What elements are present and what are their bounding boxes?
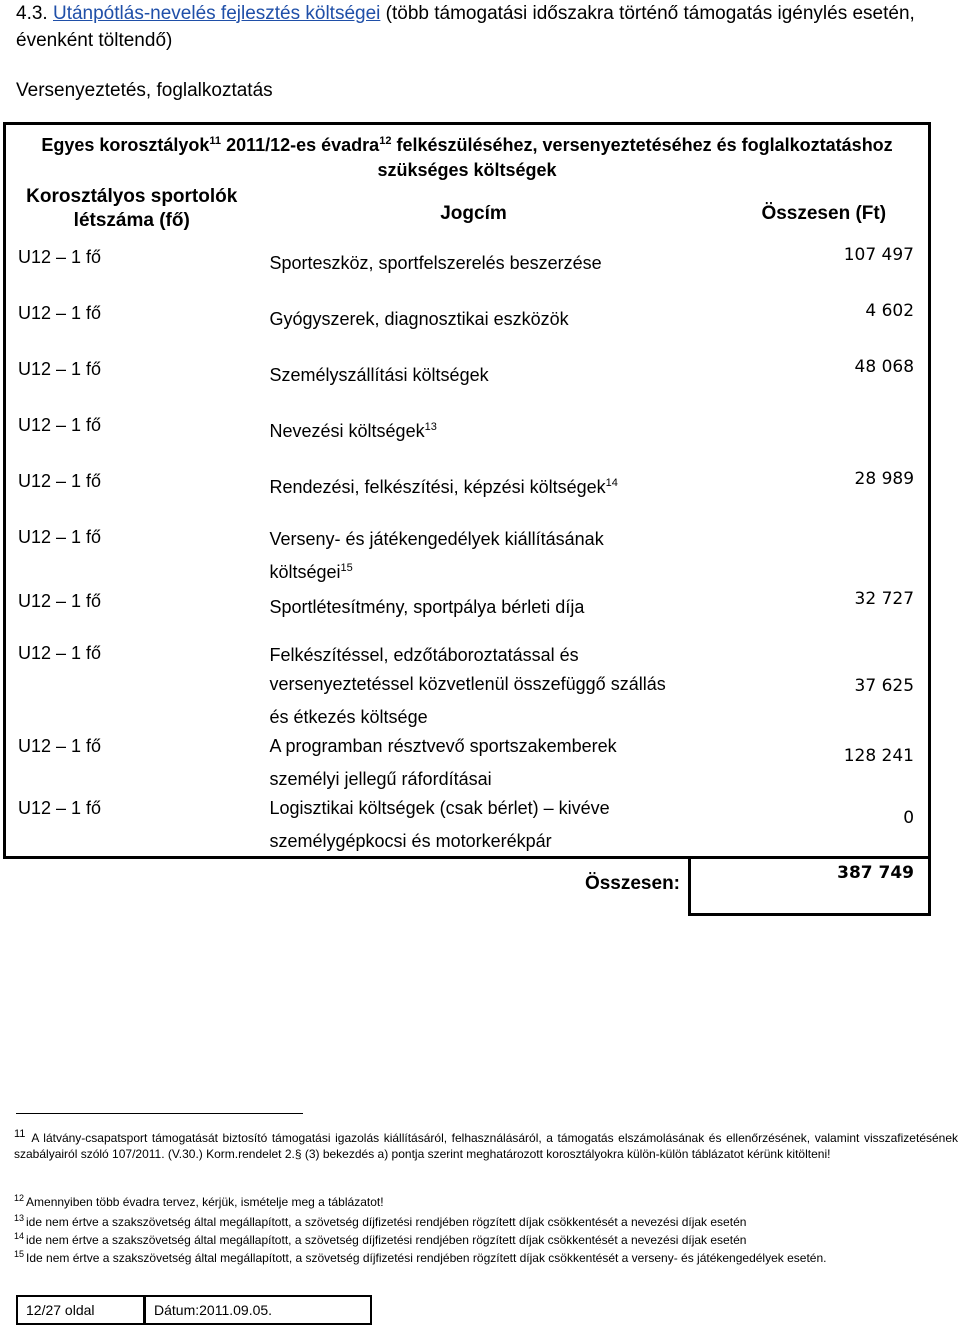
section-note: (több támogatási időszakra történő támogatás igénylés esetén, évenként töltendő) [16,3,915,51]
row-total: 28 989 [690,467,930,523]
row-total: 48 068 [690,355,930,411]
row-age: U12 – 1 fő [5,587,258,639]
table-title: Egyes korosztályok$^{11}$ 2011/12-es évadra$^{12}$ felkészüléséhez, versenyeztetéséhez és foglalkoztatáshoz szükséges költségek [5,124,930,186]
row-item: Rendezési, felkészítési, képzési költségek$^{14}$ [269,477,618,497]
sum-row [5,858,930,915]
sum-label: Összesen: [584,873,680,894]
row-item: Gyógyszerek, diagnosztikai eszközök [269,309,569,329]
row-total: 32 727 [690,587,930,639]
table-row [5,639,930,732]
footnote-11: 11 A látvány-csapatsport támogatását biztosító támogatási igazolás kiállításáról, felhasználásáról, a támogatás elszámolásának és ellenőrzésének, valamint visszafizetésének szabályairól szóló 107/2011. (V.30.) Korm.rendelet 2.§ (3) bekezdés a) pontja szerint meghatározott korosztályokra külön-külön táblázatot kérünk kitölteni! [14,1128,959,1161]
table-row [5,732,930,794]
page-number: 12/27 oldal [16,1295,145,1325]
sum-value: 387 749 [690,858,930,915]
table-row [5,355,930,411]
row-age: U12 – 1 fő [5,467,258,523]
row-age: U12 – 1 fő [5,732,258,794]
column-header-age: Korosztályos sportolók létszáma (fő) [5,185,258,243]
section-number: 4.3. [16,3,48,24]
row-total: 37 625 [690,639,930,732]
table-row [5,587,930,639]
footnote-13: $^{13}$ ide nem értve a szakszövetség által megállapított, a szövetség díjfizetési rendjében rögzített díjak csökkentését a nevezési díjak esetén [14,1213,747,1229]
row-item: A programban résztvevő sportszakemberek személyi jellegű ráfordításai [269,736,617,789]
row-item: Verseny- és játékengedélyek kiállításának költségei$^{15}$ [269,529,604,582]
section-heading [16,0,960,54]
row-item: Felkészítéssel, edzőtáboroztatással és versenyeztetéssel közvetlenül összefüggő szállás és étkezés költsége [269,645,666,727]
table-row [5,794,930,858]
row-total: 0 [690,794,930,858]
document-date: Dátum:2011.09.05. [144,1295,372,1325]
column-header-title: Jogcím [440,203,507,224]
footnote-14: $^{14}$ ide nem értve a szakszövetség által megállapított, a szövetség díjfizetési rendjében rögzített díjak csökkentését a nevezési díjak esetén [14,1231,747,1247]
table-row [5,467,930,523]
row-age: U12 – 1 fő [5,355,258,411]
row-item: Sporteszköz, sportfelszerelés beszerzése [269,253,602,273]
subheading: Versenyeztetés, foglalkoztatás [16,80,273,101]
table-row [5,411,930,467]
row-age: U12 – 1 fő [5,411,258,467]
table-row [5,243,930,299]
footnote-15: $^{15}$ Ide nem értve a szakszövetség által megállapított, a szövetség díjfizetési rendjében rögzített díjak csökkentését a verseny- és játékengedélyek esetén. [14,1249,827,1265]
row-total: 107 497 [690,243,930,299]
row-item: Logisztikai költségek (csak bérlet) – kivéve személygépkocsi és motorkerékpár [258,794,690,858]
row-item: Nevezési költségek$^{13}$ [269,421,437,441]
row-item: Személyszállítási költségek [269,365,489,385]
row-age: U12 – 1 fő [5,523,258,587]
row-total [690,523,930,587]
row-total: 4 602 [690,299,930,355]
cost-table [3,122,931,916]
table-row [5,523,930,587]
footnote-12: $^{12}$ Amennyiben több évadra tervez, kérjük, ismételje meg a táblázatot! [14,1193,384,1209]
row-age: U12 – 1 fő [5,243,258,299]
row-age: U12 – 1 fő [5,299,258,355]
column-header-total: Összesen (Ft) [690,185,930,243]
row-age: U12 – 1 fő [5,794,258,858]
section-title: Utánpótlás-nevelés fejlesztés költségei [52,3,381,24]
table-row [5,299,930,355]
footnote-separator [16,1113,303,1114]
row-total [690,411,930,467]
row-item: Sportlétesítmény, sportpálya bérleti díja [269,597,585,617]
row-age: U12 – 1 fő [5,639,258,732]
row-total: 128 241 [690,732,930,794]
